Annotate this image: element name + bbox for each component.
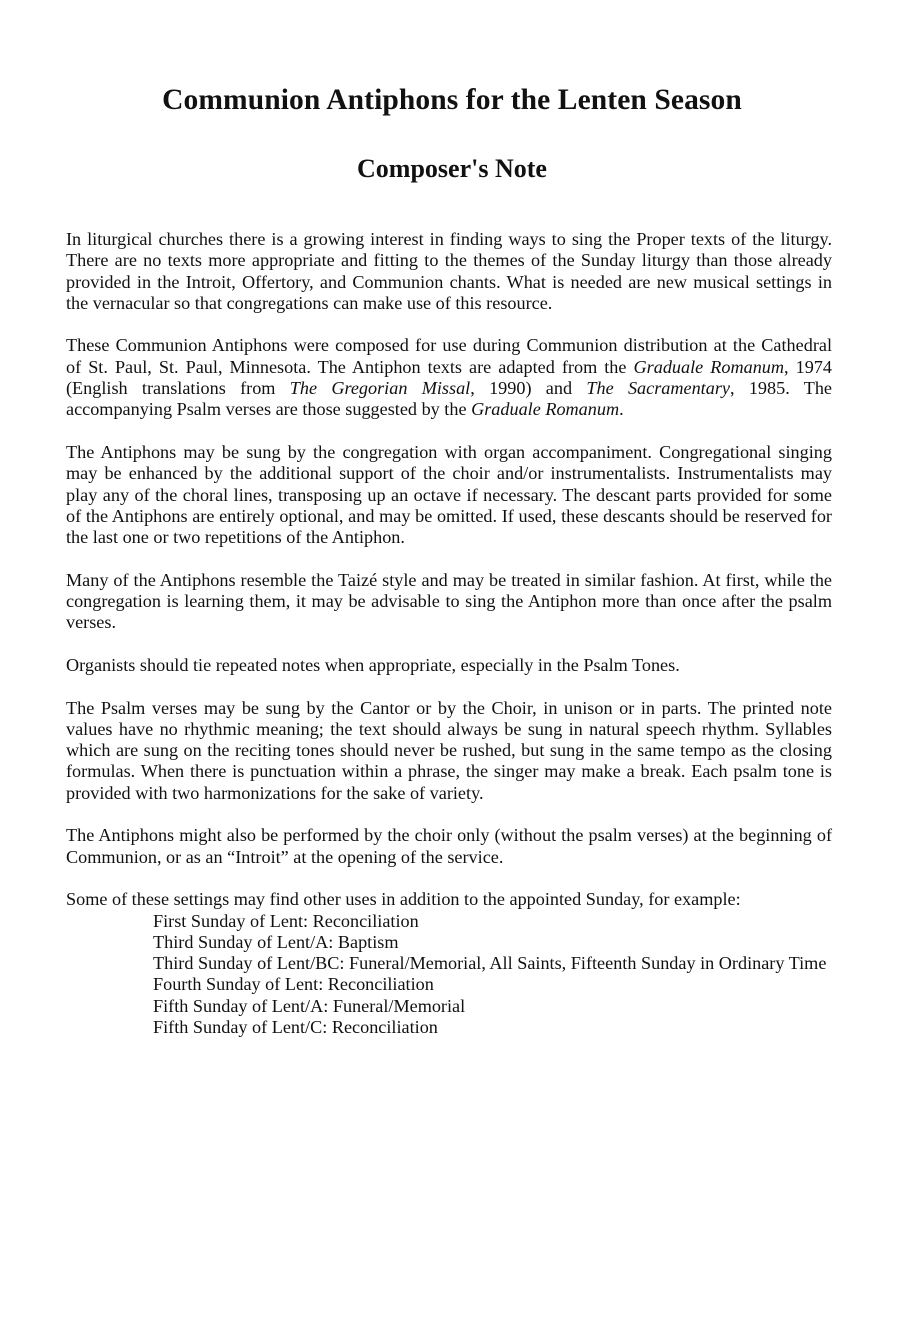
list-item: Fourth Sunday of Lent: Reconciliation xyxy=(153,974,434,995)
list-item: Third Sunday of Lent/BC: Funeral/Memorial, All Saints, Fifteenth Sunday in Ordinary Time xyxy=(153,953,827,974)
gregorian-missal-title: The Gregorian Missal xyxy=(289,378,471,399)
sources-text-i: . xyxy=(619,399,624,420)
sources-text-g: , 1985. The accompanying Psalm verses are those suggested by the xyxy=(66,378,832,420)
paragraph-organists: Organists should tie repeated notes when appropriate, especially in the Psalm Tones. xyxy=(66,654,680,675)
paragraph-other-uses: Some of these settings may find other uses in addition to the appointed Sunday, for example: xyxy=(66,889,741,910)
sources-text-c: , 1974 (English translations from xyxy=(66,356,832,399)
note-body xyxy=(66,229,832,1038)
list-item: Fifth Sunday of Lent/C: Reconciliation xyxy=(153,1016,438,1037)
list-item: Third Sunday of Lent/A: Baptism xyxy=(153,931,399,952)
sources-text-e: , 1990) and xyxy=(470,378,587,399)
paragraph-taize: Many of the Antiphons resemble the Taizé style and may be treated in similar fashion. At first, while the congregation is learning them, it may be advisable to sing the Antiphon more than once after the psalm verses. xyxy=(66,569,832,633)
graduale-romanum-title: Graduale Romanum xyxy=(633,356,785,377)
list-item: Fifth Sunday of Lent/A: Funeral/Memorial xyxy=(153,995,466,1016)
other-uses-list xyxy=(66,911,832,1039)
sources-text-a: These Communion Antiphons were composed for use during Communion distribution at the Cathedral of St. Paul, St. Paul, Minnesota. The Antiphon texts are adapted from the xyxy=(66,335,832,377)
sacramentary-title: The Sacramentary xyxy=(586,378,730,399)
paragraph-intro: In liturgical churches there is a growing interest in finding ways to sing the Proper texts of the liturgy. There are no texts more appropriate and fitting to the themes of the Sunday liturgy than those already provided in the Introit, Offertory, and Communion chants. What is needed are new musical settings in the vernacular so that congregations can make use of this resource. xyxy=(66,229,832,313)
list-item: First Sunday of Lent: Reconciliation xyxy=(153,910,419,931)
paragraph-sources xyxy=(66,335,832,420)
page-subtitle: Composer's Note xyxy=(357,154,547,183)
page-title: Communion Antiphons for the Lenten Season xyxy=(162,84,742,116)
paragraph-performance: The Antiphons may be sung by the congregation with organ accompaniment. Congregational singing may be enhanced by the additional support of the choir and/or instrumentalists. Instrumentalists may play any of the choral lines, transposing up an octave if necessary. The descant parts provided for some of the Antiphons are entirely optional, and may be omitted. If used, these descants should be reserved for the last one or two repetitions of the Antiphon. xyxy=(66,441,832,548)
paragraph-choir-only: The Antiphons might also be performed by the choir only (without the psalm verses) at the beginning of Communion, or as an “Introit” at the opening of the service. xyxy=(66,825,832,867)
graduale-romanum-title-2: Graduale Romanum xyxy=(471,399,620,420)
paragraph-psalm-verses: The Psalm verses may be sung by the Cantor or by the Choir, in unison or in parts. The printed note values have no rhythmic meaning; the text should always be sung in natural speech rhythm. Syllables which are sung on the reciting tones should never be rushed, but sung in the same tempo as the closing formulas. When there is punctuation within a phrase, the singer may make a break. Each psalm tone is provided with two harmonizations for the sake of variety. xyxy=(66,697,832,803)
